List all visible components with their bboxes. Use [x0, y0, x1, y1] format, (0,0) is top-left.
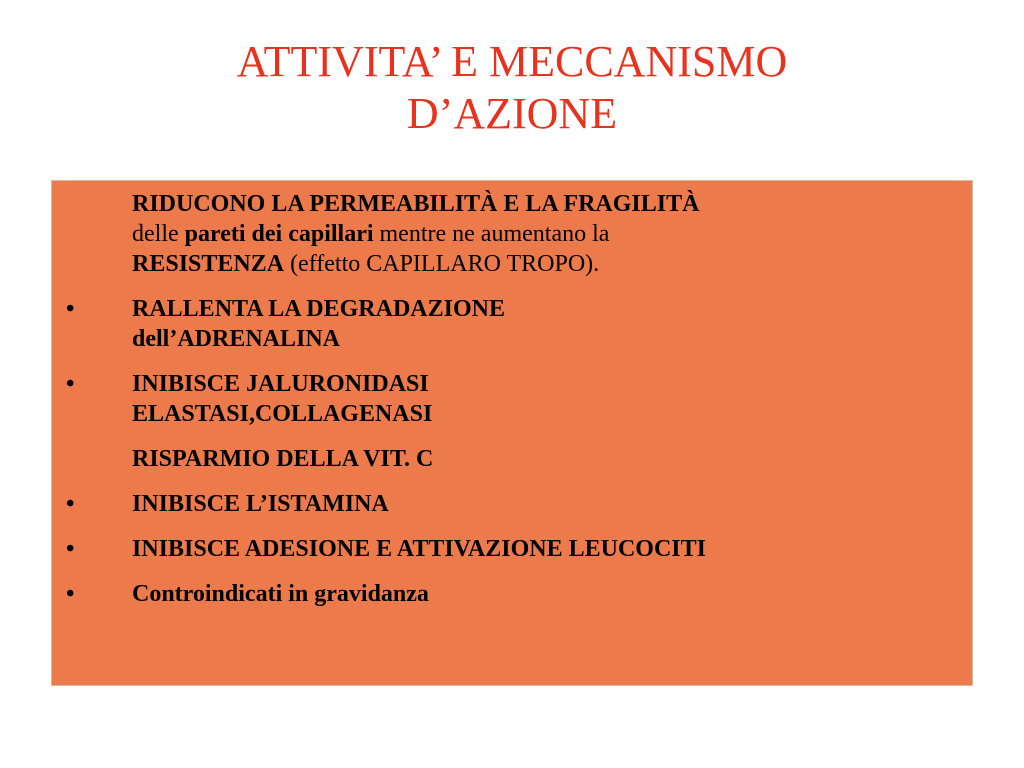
- list-item-permeabilita: [52, 189, 974, 279]
- bold-text: pareti dei capillari: [184, 221, 374, 247]
- list-item-line: RALLENTA LA DEGRADAZIONE: [132, 296, 505, 322]
- slide-title-line-1: ATTIVITA’ E MECCANISMO: [236, 37, 788, 86]
- list-item-line: dell’ADRENALINA: [132, 326, 341, 352]
- list-item-line: [132, 249, 954, 279]
- list-item-line: RISPARMIO DELLA VIT. C: [132, 446, 434, 472]
- plain-text: delle: [132, 221, 185, 247]
- list-item-line: ELASTASI,COLLAGENASI: [132, 401, 433, 427]
- content-panel: [51, 180, 973, 686]
- bullet-list: [52, 189, 974, 624]
- bullet-icon: •: [66, 581, 75, 607]
- list-item-line: INIBISCE JALURONIDASI: [132, 371, 429, 397]
- bullet-icon: •: [66, 296, 75, 322]
- list-item-line: [132, 189, 954, 219]
- slide-title: [0, 36, 1024, 140]
- list-item-istamina: [52, 489, 974, 519]
- bullet-icon: •: [66, 371, 75, 397]
- list-item-line: Controindicati in gravidanza: [132, 581, 429, 607]
- bullet-icon: •: [66, 491, 75, 517]
- bullet-icon: •: [66, 536, 75, 562]
- slide-title-line-2: D’AZIONE: [406, 89, 618, 138]
- list-item-line: [132, 219, 954, 249]
- bold-text: RESISTENZA: [132, 251, 285, 277]
- list-item-leucociti: [52, 534, 974, 564]
- plain-text: (effetto CAPILLARO TROPO).: [284, 251, 600, 277]
- list-item-line: INIBISCE ADESIONE E ATTIVAZIONE LEUCOCITI: [132, 536, 706, 562]
- list-item-vit-c: [52, 444, 974, 474]
- list-item-jaluronidasi: [52, 369, 974, 429]
- bold-text: RIDUCONO LA PERMEABILITÀ E LA FRAGILITÀ: [132, 191, 700, 217]
- list-item-adrenalina: [52, 294, 974, 354]
- list-item-gravidanza: [52, 579, 974, 609]
- plain-text: mentre ne aumentano la: [373, 221, 610, 247]
- list-item-line: INIBISCE L’ISTAMINA: [132, 491, 389, 517]
